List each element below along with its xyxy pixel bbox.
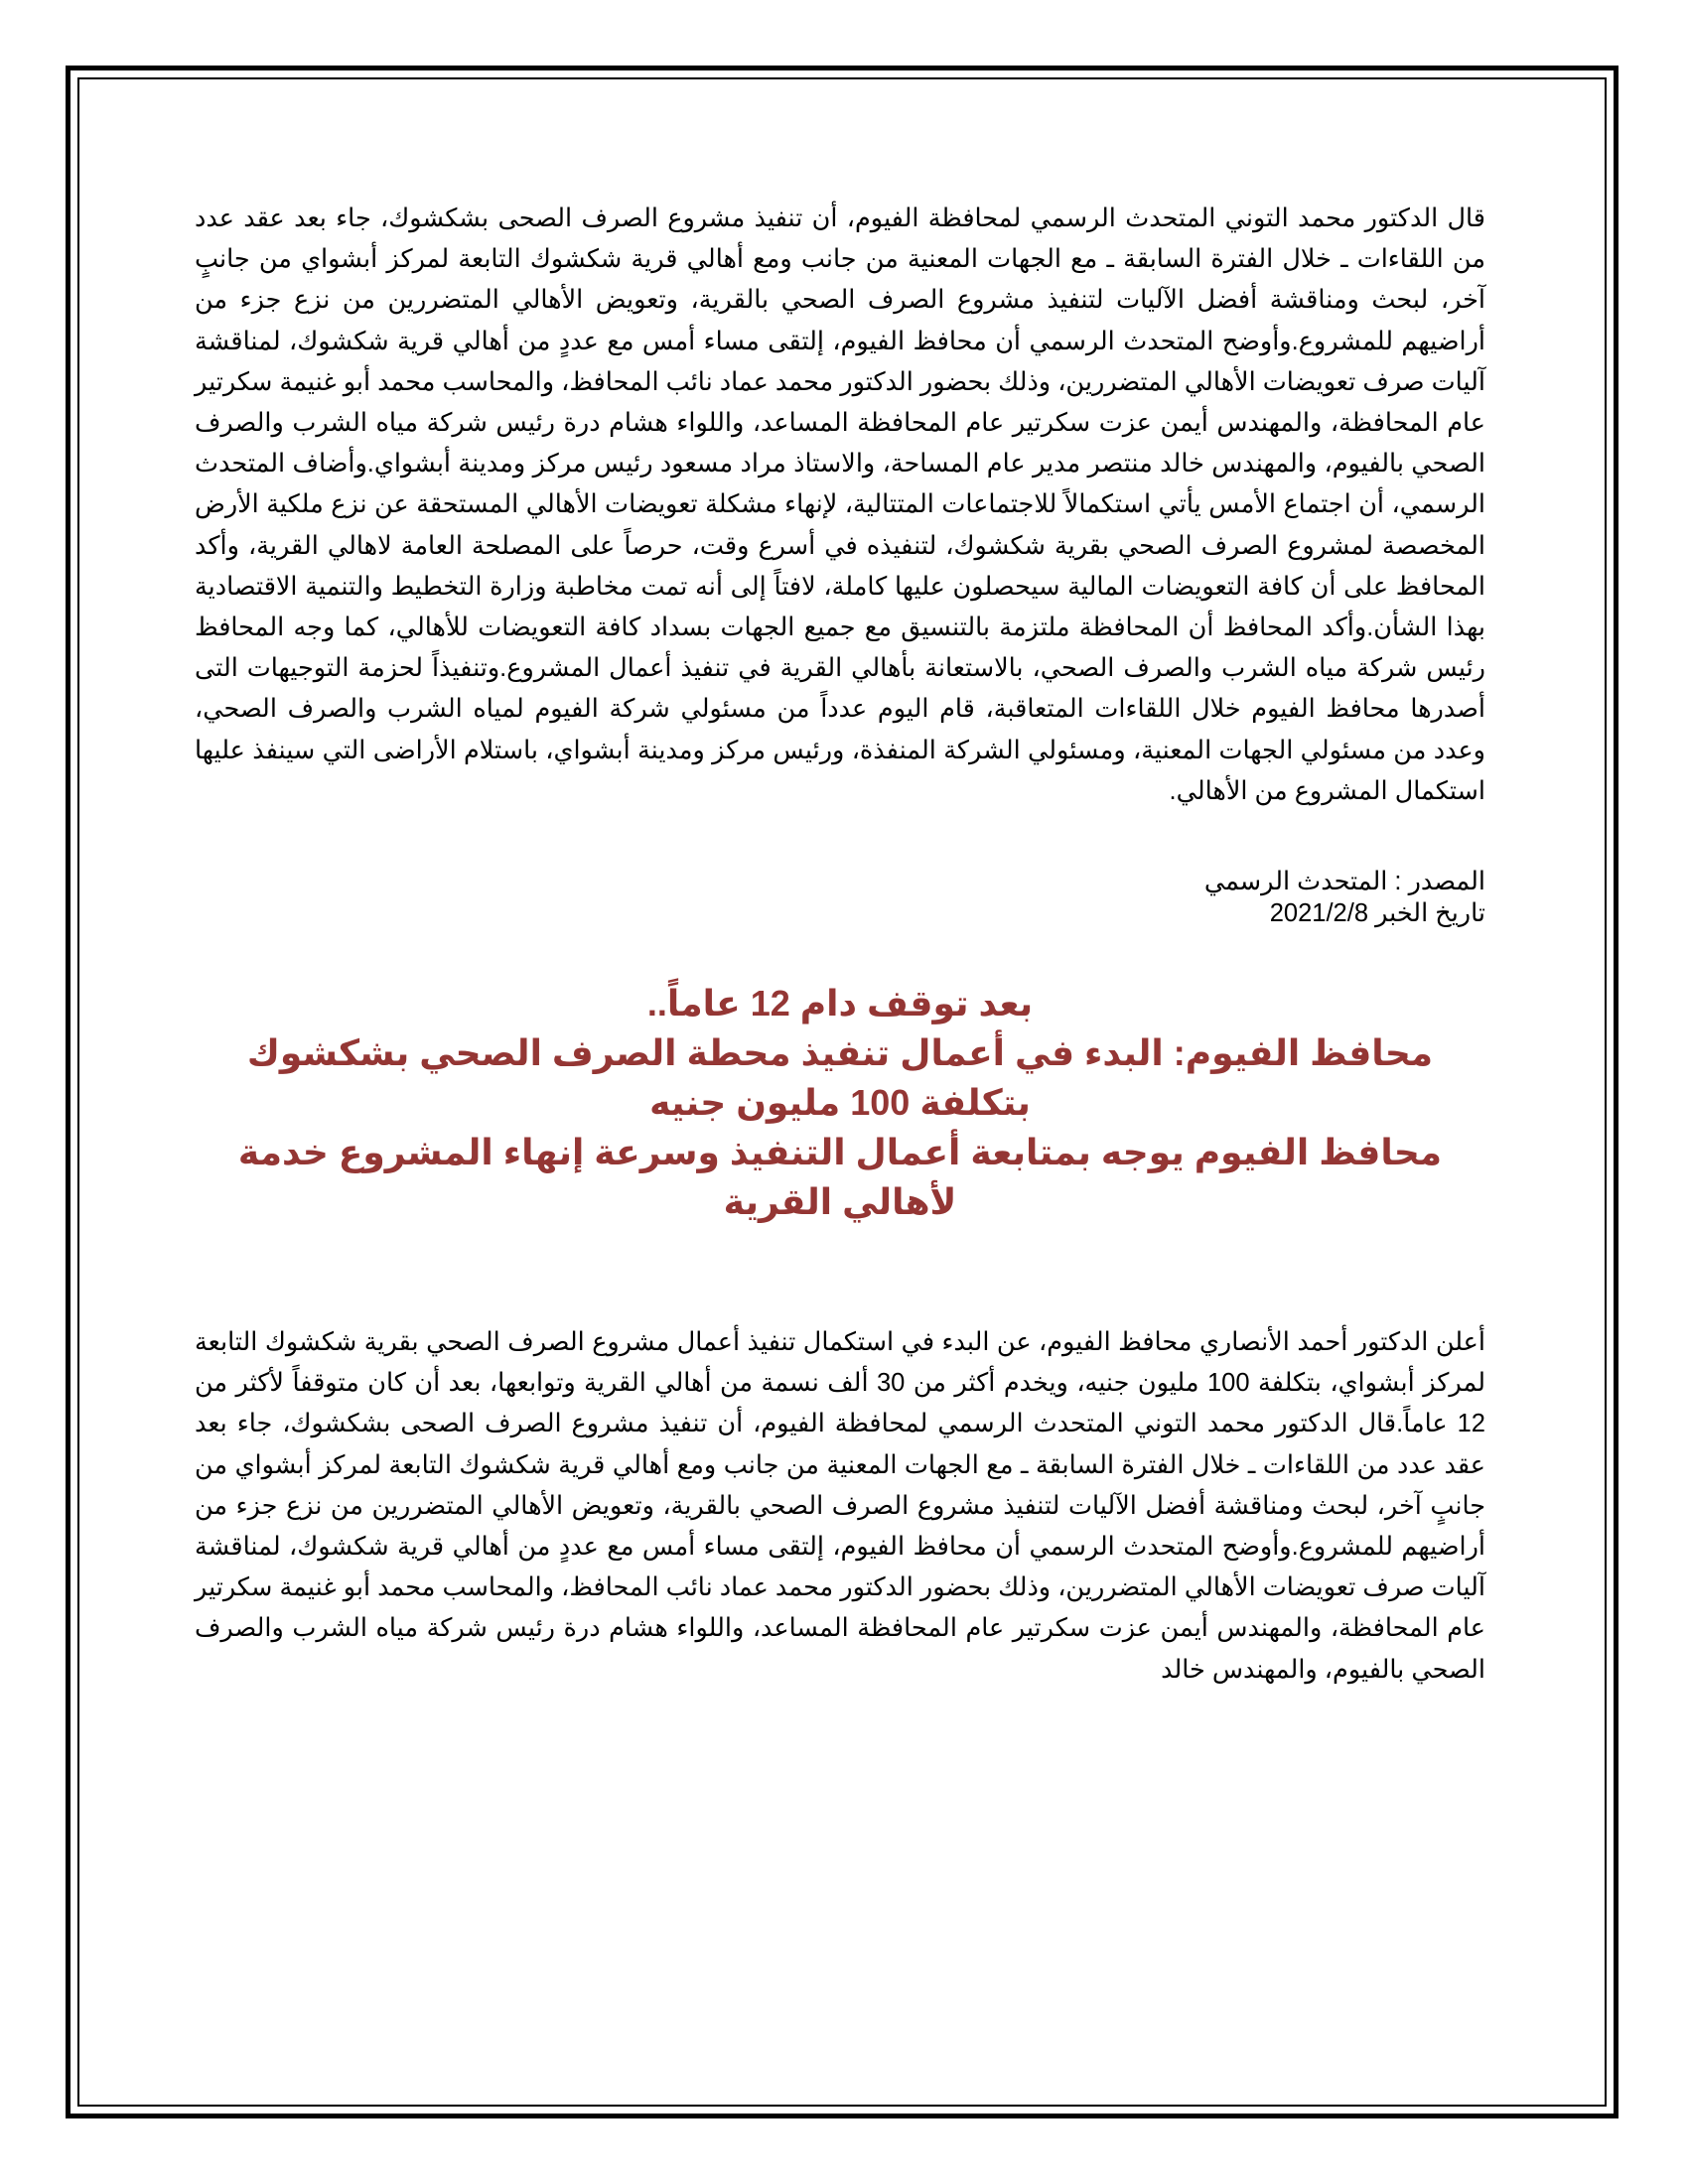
headline-kicker: بعد توقف دام 12 عاماً.. (646, 983, 1034, 1024)
article-body-first: قال الدكتور محمد التوني المتحدث الرسمي لمحافظة الفيوم، أن تنفيذ مشروع الصرف الصحى بشكشوك، جاء بعد عقد عدد من اللقاءات ـ خلال الفترة السابقة ـ مع الجهات المعنية من جانب ومع أهالي قرية شكشوك التابعة لمركز أبشواي من جانبٍ آخر، لبحث ومناقشة أفضل الآليات لتنفيذ مشروع الصرف الصحي بالقرية، وتعويض الأهالي المتضررين من نزع جزء من أراضيهم للمشروع.وأوضح المتحدث الرسمي أن محافظ الفيوم، إلتقى مساء أمس مع عددٍ من أهالي قرية شكشوك، لمناقشة آليات صرف تعويضات الأهالي المتضررين، وذلك بحضور الدكتور محمد عماد نائب المحافظ، والمحاسب محمد أبو غنيمة سكرتير عام المحافظة، والمهندس أيمن عزت سكرتير عام المحافظة المساعد، واللواء هشام درة رئيس شركة مياه الشرب والصرف الصحي بالفيوم، والمهندس خالد منتصر مدير عام المساحة، والاستاذ مراد مسعود رئيس مركز ومدينة أبشواي.وأضاف المتحدث الرسمي، أن اجتماع الأمس يأتي استكمالاً للاجتماعات المتتالية، لإنهاء مشكلة تعويضات الأهالي المستحقة عن نزع ملكية الأرض المخصصة لمشروع الصرف الصحي بقرية شكشوك، لتنفيذه في أسرع وقت، حرصاً على المصلحة العامة لاهالي القرية، وأكد المحافظ على أن كافة التعويضات المالية سيحصلون عليها كاملة، لافتاً إلى أنه تمت مخاطبة وزارة التخطيط والتنمية الاقتصادية بهذا الشأن.وأكد المحافظ أن المحافظة ملتزمة بالتنسيق مع جميع الجهات بسداد كافة التعويضات للأهالي، كما وجه المحافظ رئيس شركة مياه الشرب والصرف الصحي، بالاستعانة بأهالي القرية في تنفيذ أعمال المشروع.وتنفيذاً لحزمة التوجيهات التى أصدرها محافظ الفيوم خلال اللقاءات المتعاقبة، قام اليوم عدداً من مسئولي شركة الفيوم لمياه الشرب والصرف الصحي، وعدد من مسئولي الجهات المعنية، ومسئولي الشركة المنفذة، ورئيس مركز ومدينة أبشواي، باستلام الأراضى التي سينفذ عليها استكمال المشروع من الأهالي. (195, 205, 1485, 805)
article-date: تاريخ الخبر 2021/2/8 (1269, 899, 1485, 928)
headline-subtitle: محافظ الفيوم يوجه بمتابعة أعمال التنفيذ وسرعة إنهاء المشروع خدمة لأهالي القرية (237, 1132, 1443, 1223)
headline-block (195, 979, 1485, 1227)
headline-title: محافظ الفيوم: البدء في أعمال تنفيذ محطة الصرف الصحي بشكشوك بتكلفة 100 مليون جنيه (246, 1032, 1434, 1124)
document-content (195, 199, 1485, 1691)
article-meta (195, 866, 1485, 929)
article-body-second: أعلن الدكتور أحمد الأنصاري محافظ الفيوم، عن البدء في استكمال تنفيذ أعمال مشروع الصرف الصحي بقرية شكشوك التابعة لمركز أبشواي، بتكلفة 100 مليون جنيه، ويخدم أكثر من 30 ألف نسمة من أهالي القرية وتوابعها، بعد أن كان متوقفاً لأكثر من 12 عاماً.قال الدكتور محمد التوني المتحدث الرسمي لمحافظة الفيوم، أن تنفيذ مشروع الصرف الصحى بشكشوك، جاء بعد عقد عدد من اللقاءات ـ خلال الفترة السابقة ـ مع الجهات المعنية من جانب ومع أهالي قرية شكشوك التابعة لمركز أبشواي من جانبٍ آخر، لبحث ومناقشة أفضل الآليات لتنفيذ مشروع الصرف الصحي بالقرية، وتعويض الأهالي المتضررين من نزع جزء من أراضيهم للمشروع.وأوضح المتحدث الرسمي أن محافظ الفيوم، إلتقى مساء أمس مع عددٍ من أهالي قرية شكشوك، لمناقشة آليات صرف تعويضات الأهالي المتضررين، وذلك بحضور الدكتور محمد عماد نائب المحافظ، والمحاسب محمد أبو غنيمة سكرتير عام المحافظة، والمهندس أيمن عزت سكرتير عام المحافظة المساعد، واللواء هشام درة رئيس شركة مياه الشرب والصرف الصحي بالفيوم، والمهندس خالد (195, 1328, 1485, 1684)
article-source: المصدر : المتحدث الرسمي (1203, 868, 1485, 896)
